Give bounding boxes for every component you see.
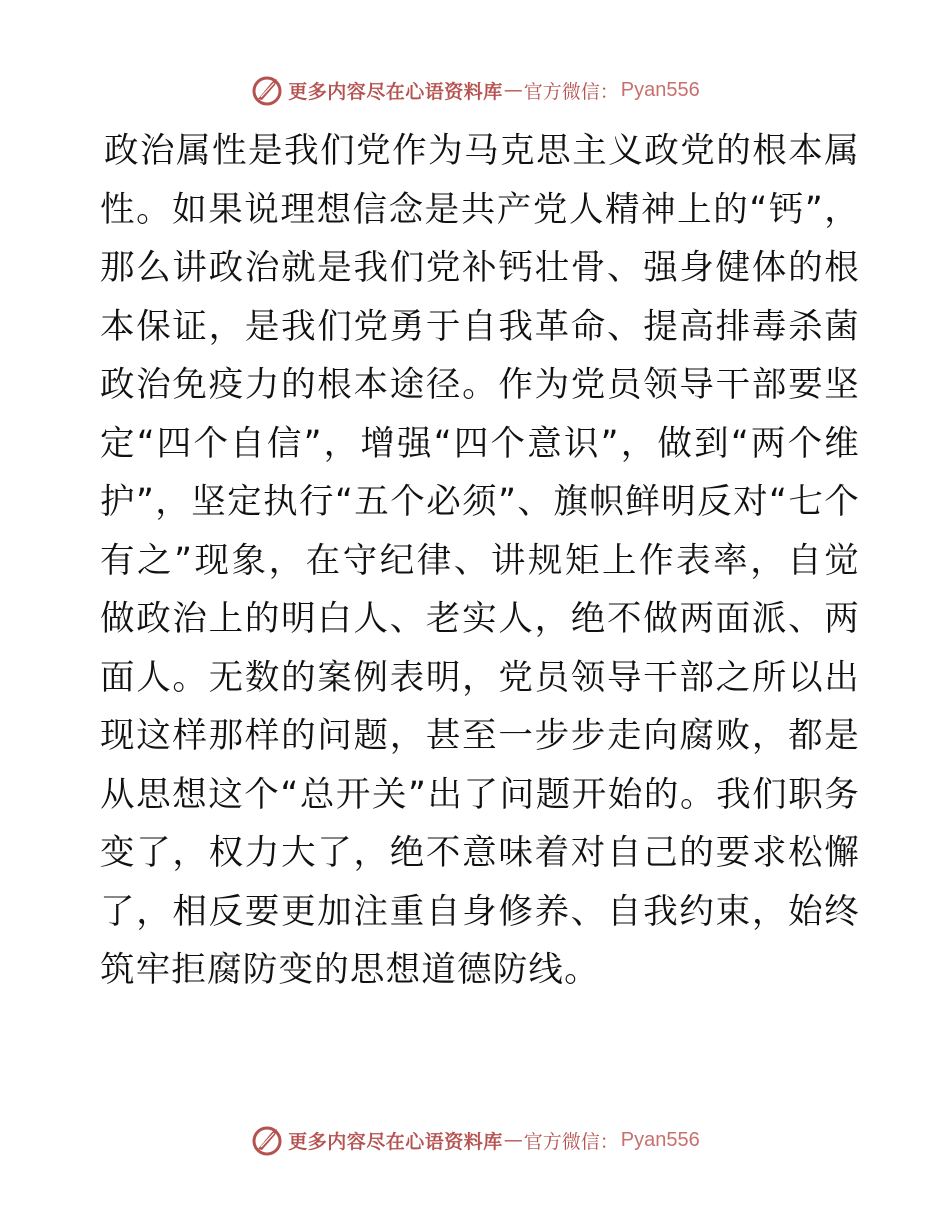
wechat-label: 官方微信： bbox=[523, 1130, 619, 1153]
body-paragraph: 政治属性是我们党作为马克思主义政党的根本属性。如果说理想信念是共产党人精神上的“钙”，那么讲政治就是我们党补钙壮骨、强身健体的根本保证，是我们党勇于自我革命、提高排毒杀菌政治免疫力的根本途径。作为党员领导干部要坚定“四个自信”，增强“四个意识”，做到“两个维护”，坚定执行“五个必须”、旗帜鲜明反对“七个有之”现象，在守纪律、讲规矩上作表率，自觉做政治上的明白人、老实人，绝不做两面派、两面人。无数的案例表明，党员领导干部之所以出现这样那样的问题，甚至一步步走向腐败，都是从思想这个“总开关”出了问题开始的。我们职务变了，权力大了，绝不意味着对自己的要求松懈了，相反要更加注重自身修养、自我约束，始终筑牢拒腐防变的思想道德防线。 bbox=[100, 131, 860, 990]
wechat-id: Pyan556 bbox=[620, 78, 700, 101]
banner-dash: — bbox=[503, 79, 523, 101]
wechat-label: 官方微信： bbox=[523, 80, 619, 103]
quill-pen-logo-icon bbox=[250, 1123, 284, 1157]
header-banner bbox=[0, 70, 950, 110]
brand-name: 更多内容尽在心语资料库 bbox=[288, 80, 503, 103]
wechat-id: Pyan556 bbox=[620, 1128, 700, 1151]
footer-banner bbox=[0, 1120, 950, 1160]
brand-name: 更多内容尽在心语资料库 bbox=[288, 1130, 503, 1153]
banner-dash: — bbox=[503, 1129, 523, 1151]
quill-pen-logo-icon bbox=[250, 73, 284, 107]
